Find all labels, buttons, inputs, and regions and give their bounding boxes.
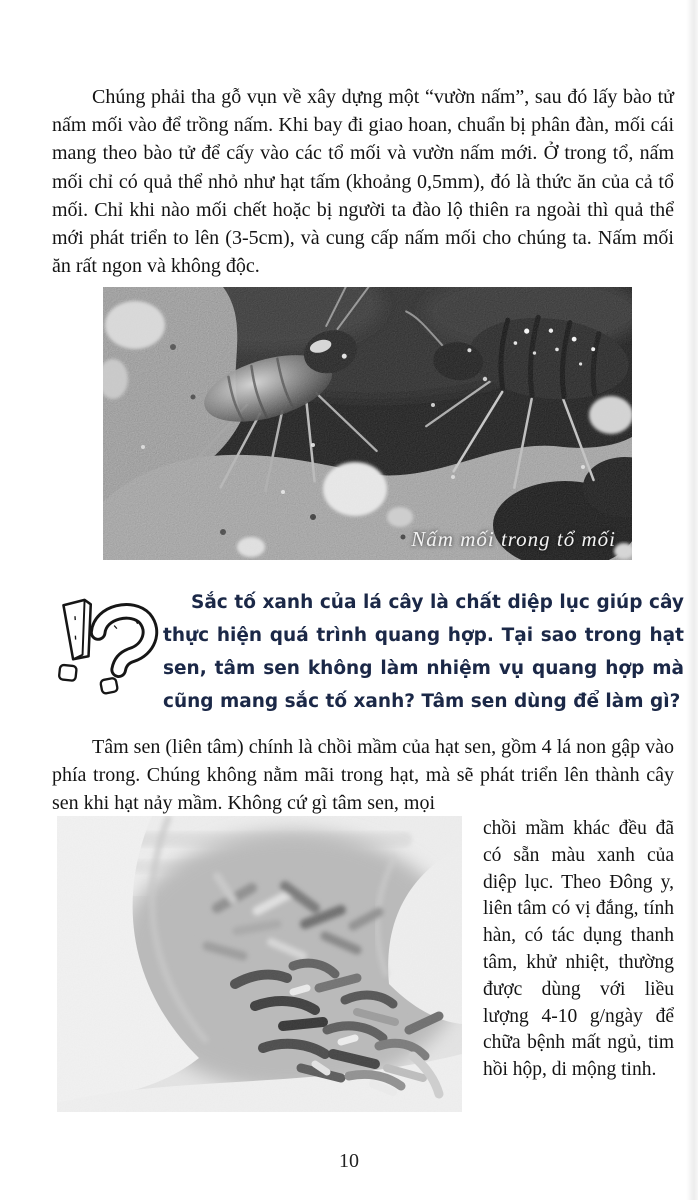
exclamation-question-icon (45, 594, 160, 699)
termite-nest-illustration (103, 287, 632, 560)
paragraph-lotus-wrap: chồi mầm khác đều đã có sẵn màu xanh của diệp lục. Theo Đông y, liên tâm có vị đắng, tính hàn, có tác dụng thanh tâm, khử nhiệt, thường được dùng với liều lượng 4-10 g/ngày để chữa bệnh mất ngủ, tim hồi hộp, di mộng tinh. (483, 818, 674, 1081)
question-box (42, 586, 684, 718)
photo-text-row (52, 816, 674, 1112)
paragraph-lotus-intro: Tâm sen (liên tâm) chính là chồi mầm của hạt sen, gồm 4 lá non gập vào phía trong. Chúng không nằm mãi trong hạt, mà sẽ phát triển lên thành cây sen khi hạt nảy mầm. Không cứ gì tâm sen, mọi (52, 736, 674, 814)
lotus-seed-hearts-photo (57, 816, 462, 1112)
question-text: Sắc tố xanh của lá cây là chất diệp lục giúp cây thực hiện quá trình quang hợp. Tại sao trong hạt sen, tâm sen không làm nhiệm vụ quang hợp mà cũng mang sắc tố xanh? Tâm sen dùng để làm gì? (163, 592, 684, 712)
lotus-seed-illustration (57, 816, 462, 1112)
termite-nest-photo (103, 287, 632, 560)
page-number: 10 (339, 1150, 359, 1172)
paragraph-termite-mushroom: Chúng phải tha gỗ vụn về xây dựng một “vườn nấm”, sau đó lấy bào tử nấm mối vào để trồng nấm. Khi bay đi giao hoan, chuẩn bị phân đàn, mối cái mang theo bào tử để cấy vào các tổ mối và vườn nấm mới. Ở trong tổ, nấm mối chỉ có quả thể nhỏ như hạt tấm (khoảng 0,5mm), đó là thức ăn của cả tổ mối. Chỉ khi nào mối chết hoặc bị người ta đào lộ thiên ra ngoài thì quả thể mới phát triển to lên (3-5cm), và cung cấp nấm mối cho chúng ta. Nấm mối ăn rất ngon và không độc. (52, 86, 674, 278)
termite-photo-caption: Nấm mối trong tổ mối (411, 527, 616, 551)
